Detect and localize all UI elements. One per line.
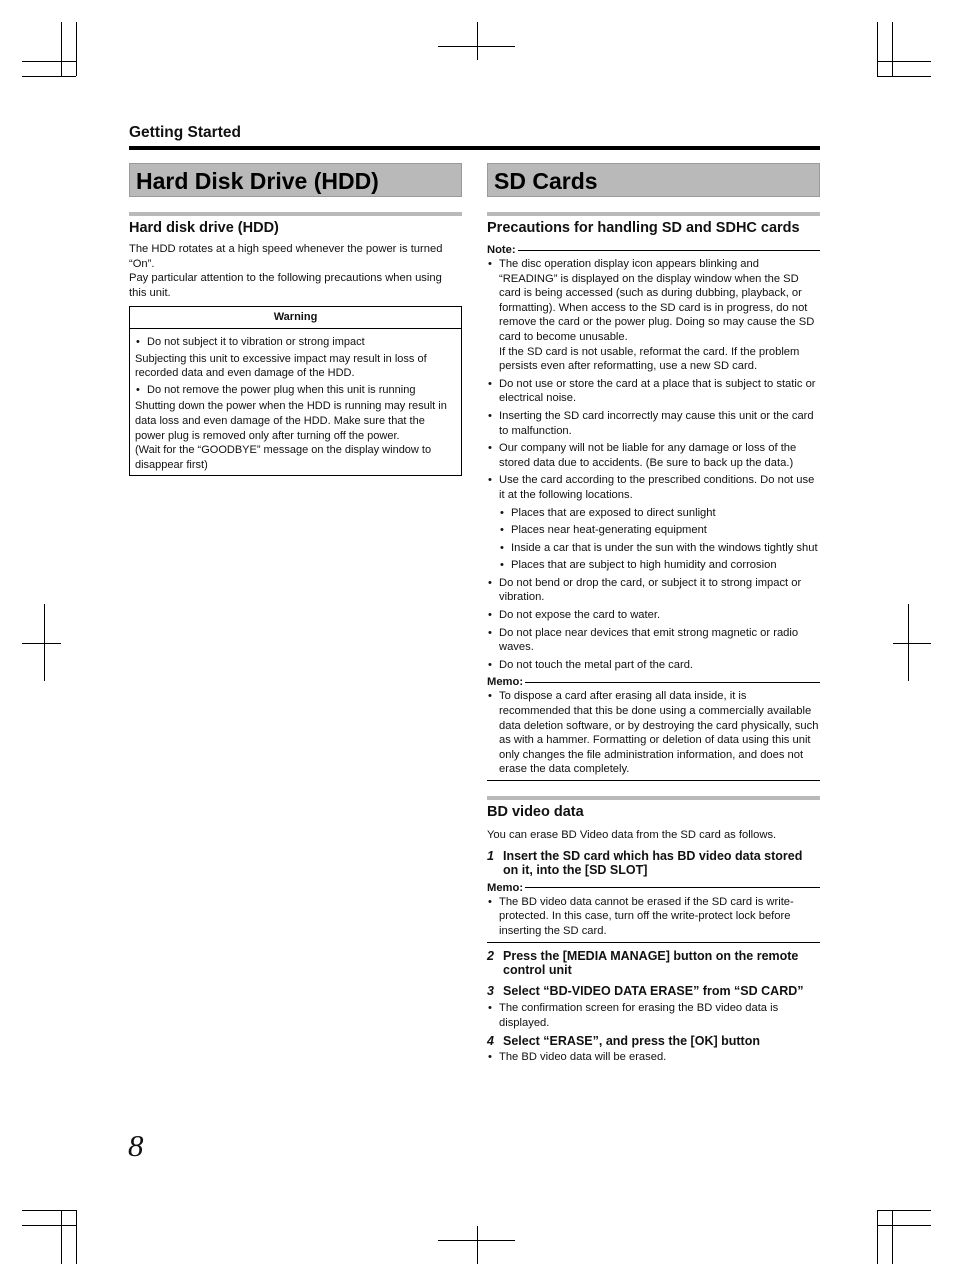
- step-result-item: • The BD video data will be erased.: [487, 1050, 820, 1065]
- crop-mark: [877, 1210, 931, 1211]
- hdd-intro: [129, 242, 462, 300]
- memo-label: [487, 675, 820, 689]
- crop-mark: [76, 22, 77, 76]
- crop-mark: [22, 76, 76, 77]
- sd-precautions-subhead: Precautions for handling SD and SDHC cards: [487, 212, 820, 236]
- step-result-item: • The confirmation screen for erasing the BD video data is displayed.: [487, 1001, 820, 1030]
- step-number: 2: [487, 948, 494, 963]
- note-list: [487, 257, 820, 503]
- note-item: • Do not touch the metal part of the card.: [487, 658, 820, 673]
- register-mark: [438, 1240, 515, 1241]
- location-item: • Inside a car that is under the sun with the windows tightly shut: [499, 541, 820, 556]
- step-4: [487, 1034, 820, 1049]
- note-label-text: Note:: [487, 244, 516, 256]
- crop-mark: [877, 1225, 931, 1226]
- memo-label-text: Memo:: [487, 881, 524, 894]
- step-text: Insert the SD card which has BD video data stored on it, into the [SD SLOT]: [503, 848, 803, 878]
- note-item: • Use the card according to the prescribed conditions. Do not use it at the following locations.: [487, 473, 820, 502]
- hdd-intro-line: Pay particular attention to the following precautions when using this unit.: [129, 272, 442, 299]
- crop-mark: [22, 1210, 76, 1211]
- header-rule: [129, 146, 820, 150]
- crop-mark: [22, 61, 76, 62]
- step-3: [487, 984, 820, 999]
- step-1: [487, 849, 820, 878]
- step-number: 1: [487, 848, 494, 863]
- note-label: [487, 243, 820, 257]
- crop-mark: [892, 1210, 893, 1264]
- note-item: • Do not expose the card to water.: [487, 608, 820, 623]
- register-mark: [438, 46, 515, 47]
- note-list-continued: [487, 576, 820, 673]
- step-2: [487, 949, 820, 978]
- note-item: • Do not bend or drop the card, or subject it to strong impact or vibration.: [487, 576, 820, 605]
- memo-rule: [525, 887, 820, 888]
- crop-mark: [877, 61, 931, 62]
- register-mark: [22, 643, 61, 644]
- step-3-result: [487, 1001, 820, 1030]
- step-4-result: [487, 1050, 820, 1065]
- register-mark: [893, 643, 931, 644]
- crop-mark: [76, 1210, 77, 1264]
- right-column: [487, 163, 820, 1068]
- memo-label: [487, 881, 820, 895]
- warning-title: Warning: [130, 307, 461, 329]
- location-item: • Places that are subject to high humidity and corrosion: [499, 558, 820, 573]
- crop-mark: [877, 1210, 878, 1264]
- section-label: Getting Started: [129, 124, 241, 141]
- memo-end-rule: [487, 942, 820, 943]
- warning-note: (Wait for the “GOODBYE” message on the display window to disappear first): [135, 444, 432, 471]
- hdd-intro-line: The HDD rotates at a high speed whenever the power is turned “On”.: [129, 243, 443, 270]
- step-text: Press the [MEDIA MANAGE] button on the remote control unit: [503, 948, 799, 978]
- note-item: [487, 257, 820, 374]
- warning-box: [129, 306, 462, 476]
- warning-item: • Do not subject it to vibration or strong impact: [135, 335, 456, 350]
- crop-mark: [22, 1225, 76, 1226]
- warning-item: • Do not remove the power plug when this unit is running: [135, 383, 456, 398]
- location-list: [487, 506, 820, 573]
- crop-mark: [892, 22, 893, 76]
- memo-rule: [525, 682, 820, 683]
- bd-intro: You can erase BD Video data from the SD card as follows.: [487, 829, 777, 841]
- hdd-title: Hard Disk Drive (HDD): [129, 163, 462, 197]
- crop-mark: [61, 1210, 62, 1264]
- location-item: • Places near heat-generating equipment: [499, 523, 820, 538]
- memo-item: • To dispose a card after erasing all data inside, it is recommended that this be done using a commercially available data deletion software, or by destroying the card physically, such as with a hammer. Formatting or deletion of data using this unit only changes the file administration information, and does not erase the data completely.: [487, 689, 820, 777]
- sd-title: SD Cards: [487, 163, 820, 197]
- warning-body: [130, 329, 461, 475]
- step-number: 4: [487, 1033, 494, 1048]
- register-mark: [477, 22, 478, 60]
- warning-text: Shutting down the power when the HDD is running may result in data loss and even damage of the HDD. Make sure that the power plug is removed only after turning off the power.: [135, 400, 447, 442]
- memo-list: [487, 895, 820, 939]
- hdd-subhead: Hard disk drive (HDD): [129, 212, 462, 236]
- bd-video-subhead: BD video data: [487, 796, 820, 820]
- left-column: [129, 163, 462, 476]
- step-text: Select “BD-VIDEO DATA ERASE” from “SD CARD”: [503, 983, 804, 998]
- note-item: • Do not use or store the card at a place that is subject to static or electrical noise.: [487, 377, 820, 406]
- step-number: 3: [487, 983, 494, 998]
- note-rule: [518, 250, 820, 251]
- note-item: • Inserting the SD card incorrectly may cause this unit or the card to malfunction.: [487, 409, 820, 438]
- note-item: • Our company will not be liable for any damage or loss of the stored data due to accidents. (Be sure to back up the data.): [487, 441, 820, 470]
- location-item: • Places that are exposed to direct sunlight: [499, 506, 820, 521]
- warning-text: Subjecting this unit to excessive impact may result in loss of recorded data and even damage of the HDD.: [135, 352, 427, 380]
- memo-item: • The BD video data cannot be erased if the SD card is write-protected. In this case, turn off the write-protect lock before inserting the SD card.: [487, 895, 820, 939]
- memo-end-rule: [487, 780, 820, 781]
- memo-label-text: Memo:: [487, 676, 524, 689]
- note-item-text: The disc operation display icon appears blinking and “READING” is displayed on the display window when the SD card is being accessed (such as during dubbing, playback, or formatting). When access to the SD card is in progress, do not remove the card or the power plug. Doing so may cause the SD card to become unusable.: [499, 258, 815, 343]
- note-item: • Do not place near devices that emit strong magnetic or radio waves.: [487, 626, 820, 655]
- crop-mark: [877, 76, 931, 77]
- step-text: Select “ERASE”, and press the [OK] button: [503, 1033, 760, 1048]
- register-mark: [477, 1226, 478, 1264]
- crop-mark: [61, 22, 62, 76]
- memo-list: [487, 689, 820, 777]
- page-number: 8: [128, 1128, 144, 1163]
- note-item-text: If the SD card is not usable, reformat the card. If the problem persists even after reformatting, use a new SD card.: [499, 345, 800, 373]
- crop-mark: [877, 22, 878, 76]
